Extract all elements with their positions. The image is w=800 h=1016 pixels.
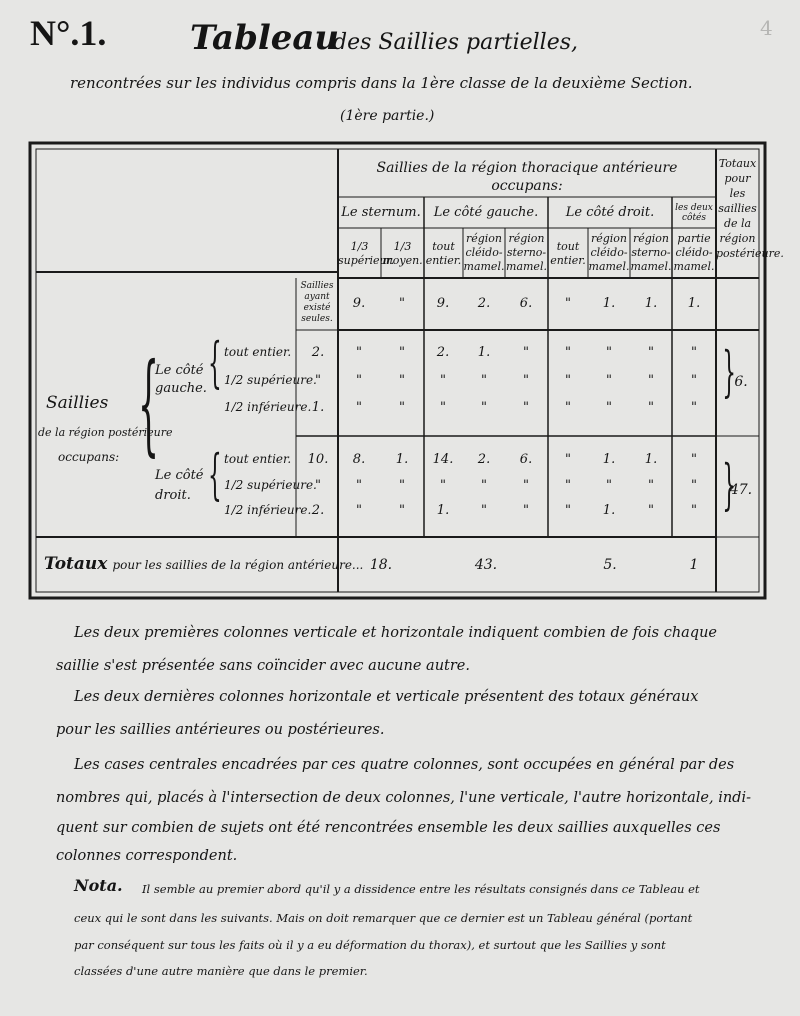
data-cell: ": [565, 400, 571, 415]
sub-sternum-moyen: 1/3 moyen.: [382, 240, 423, 267]
note-line: Les deux dernières colonnes horizontale et verticale présentent des totaux généraux: [74, 689, 699, 705]
total-gauche: 43.: [474, 557, 498, 573]
sub-gauche-sterno: région sterno- mamel.: [506, 232, 547, 273]
part-label: (1ère partie.): [340, 108, 435, 124]
data-cell: ": [399, 503, 405, 518]
data-cell: ": [691, 345, 697, 360]
total-cote-gauche: 6.: [734, 374, 748, 390]
data-cell: 1.: [477, 345, 491, 360]
data-cell: ": [691, 373, 697, 388]
data-cell: ": [523, 478, 529, 493]
seules-value: 1.: [687, 296, 701, 311]
page-title: Tableau: [190, 18, 340, 58]
data-cell: ": [606, 478, 612, 493]
posterior-region-label-2: de la région postérieure: [38, 426, 173, 439]
data-cell: 6.: [519, 452, 533, 467]
row-label: 1/2 inférieure.: [224, 503, 312, 517]
seules-value: 1.: [602, 296, 616, 311]
data-cell: ": [565, 345, 571, 360]
anterior-region-header: Saillies de la région thoracique antérieure: [376, 160, 678, 176]
row-label: 1/2 supérieure.: [224, 478, 317, 492]
anterior-region-header-2: occupans:: [491, 178, 563, 194]
left-brace: {: [138, 339, 159, 467]
totals-row-label: Totaux pour les saillies de la région antérieure...: [44, 554, 364, 574]
sub-sternum-superieur: 1/3 supérieur.: [338, 240, 395, 267]
seules-value: ": [399, 296, 405, 311]
seules-cell: ": [315, 478, 321, 493]
brace-droit: {: [208, 443, 222, 506]
data-cell: ": [648, 478, 654, 493]
data-cell: ": [691, 452, 697, 467]
total-sternum: 18.: [369, 557, 393, 573]
posterior-region-label: Saillies: [46, 393, 109, 413]
sub-gauche-tout: tout entier.: [425, 240, 462, 267]
seules-header: Saillies ayant existé seules.: [300, 281, 334, 324]
data-cell: ": [356, 345, 362, 360]
group-sternum: Le sternum.: [341, 205, 421, 220]
row-label: tout entier.: [224, 345, 292, 359]
seules-cell: ": [315, 373, 321, 388]
data-cell: 2.: [436, 345, 450, 360]
data-cell: 1.: [602, 452, 616, 467]
data-cell: ": [606, 400, 612, 415]
data-cell: ": [523, 503, 529, 518]
cote-droit-label: Le côté droit.: [155, 468, 204, 503]
nota-line: classées d'une autre manière que dans le premier.: [74, 964, 368, 978]
seules-cell: 10.: [307, 452, 329, 467]
data-cell: ": [565, 452, 571, 467]
data-cell: ": [399, 373, 405, 388]
total-brace-droit: {: [722, 453, 737, 516]
group-deux-cotes: les deux côtés: [675, 203, 713, 223]
data-cell: ": [399, 400, 405, 415]
sub-gauche-cleido: région cléido- mamel.: [463, 232, 505, 273]
group-cote-droit: Le côté droit.: [565, 205, 655, 220]
data-cell: ": [691, 400, 697, 415]
data-cell: ": [440, 400, 446, 415]
group-cote-gauche: Le côté gauche.: [433, 205, 539, 220]
seules-value: 9.: [436, 296, 450, 311]
data-cell: ": [565, 478, 571, 493]
nota-label: Nota.: [74, 876, 123, 895]
data-cell: ": [481, 400, 487, 415]
data-cell: ": [648, 373, 654, 388]
sub-droit-tout: tout entier.: [550, 240, 586, 267]
note-line: nombres qui, placés à l'intersection de deux colonnes, l'une verticale, l'autre horizontale, indi-: [56, 790, 751, 806]
note-line: saillie s'est présentée sans coïncider avec aucune autre.: [56, 658, 470, 674]
data-cell: ": [481, 478, 487, 493]
data-cell: ": [565, 503, 571, 518]
sub-droit-cleido: région cléido- mamel.: [588, 232, 630, 273]
data-cell: 2.: [477, 452, 491, 467]
total-cote-droit: 47.: [729, 482, 753, 498]
note-line: Les deux premières colonnes verticale et horizontale indiquent combien de fois chaque: [74, 625, 718, 641]
data-cell: ": [440, 478, 446, 493]
data-cell: ": [691, 503, 697, 518]
data-cell: ": [648, 345, 654, 360]
seules-cell: 1.: [311, 400, 325, 415]
nota-line: Il semble au premier abord qu'il y a dissidence entre les résultats consignés dans ce Tableau et: [142, 882, 700, 896]
sub-deux-cotes-partie: partie cléido- mamel.: [673, 232, 715, 273]
seules-cell: 2.: [311, 503, 325, 518]
seules-value: 6.: [519, 296, 533, 311]
data-cell: 1.: [602, 503, 616, 518]
totals-column-header: Totaux pour les saillies de la région postérieure.: [716, 157, 784, 260]
seules-value: 9.: [352, 296, 366, 311]
data-cell: ": [691, 478, 697, 493]
data-cell: ": [481, 503, 487, 518]
data-cell: ": [648, 400, 654, 415]
nota-line: par conséquent sur tous les faits où il y a eu déformation du thorax), et surtout que les Saillies y sont: [74, 938, 666, 952]
data-cell: ": [606, 373, 612, 388]
note-line: Les cases centrales encadrées par ces quatre colonnes, sont occupées en général par des: [74, 757, 735, 773]
nota-line: ceux qui le sont dans les suivants. Mais on doit remarquer que ce dernier est un Tableau général (portant: [74, 911, 693, 925]
seules-value: 1.: [644, 296, 658, 311]
row-label: tout entier.: [224, 452, 292, 466]
data-cell: ": [523, 373, 529, 388]
data-cell: 1.: [436, 503, 450, 518]
data-cell: ": [606, 345, 612, 360]
data-cell: 8.: [352, 452, 366, 467]
seules-value: ": [565, 296, 571, 311]
sub-droit-sterno: région sterno- mamel.: [630, 232, 672, 273]
row-label: 1/2 inférieure.: [224, 400, 312, 414]
data-cell: ": [356, 503, 362, 518]
data-cell: ": [523, 345, 529, 360]
data-cell: ": [523, 400, 529, 415]
data-cell: ": [356, 373, 362, 388]
page-number: N°.1.: [30, 13, 107, 53]
data-cell: ": [356, 478, 362, 493]
data-cell: 1.: [395, 452, 409, 467]
note-line: pour les saillies antérieures ou postérieures.: [56, 722, 385, 738]
seules-cell: 2.: [311, 345, 325, 360]
brace-gauche: {: [208, 331, 222, 394]
row-label: 1/2 supérieure.: [224, 373, 317, 387]
page-title-rest: des Saillies partielles,: [333, 30, 579, 55]
data-cell: 14.: [432, 452, 454, 467]
data-cell: ": [481, 373, 487, 388]
total-brace-gauche: {: [722, 340, 737, 403]
data-cell: ": [399, 345, 405, 360]
note-line: quent sur combien de sujets ont été rencontrées ensemble les deux saillies auxquelles ces: [56, 820, 721, 836]
note-line: colonnes correspondent.: [56, 848, 238, 864]
posterior-region-label-3: occupans:: [58, 450, 120, 464]
data-cell: ": [440, 373, 446, 388]
total-droit: 5.: [603, 557, 617, 573]
cote-gauche-label: Le côté gauche.: [155, 363, 207, 396]
total-deux-cotes: 1: [689, 557, 699, 573]
data-cell: ": [399, 478, 405, 493]
data-cell: ": [356, 400, 362, 415]
data-cell: ": [565, 373, 571, 388]
bleed-through-mark: 4: [760, 16, 773, 40]
page-subtitle: rencontrées sur les individus compris dans la 1ère classe de la deuxième Section.: [70, 74, 693, 92]
data-cell: ": [648, 503, 654, 518]
data-cell: 1.: [644, 452, 658, 467]
seules-value: 2.: [477, 296, 491, 311]
